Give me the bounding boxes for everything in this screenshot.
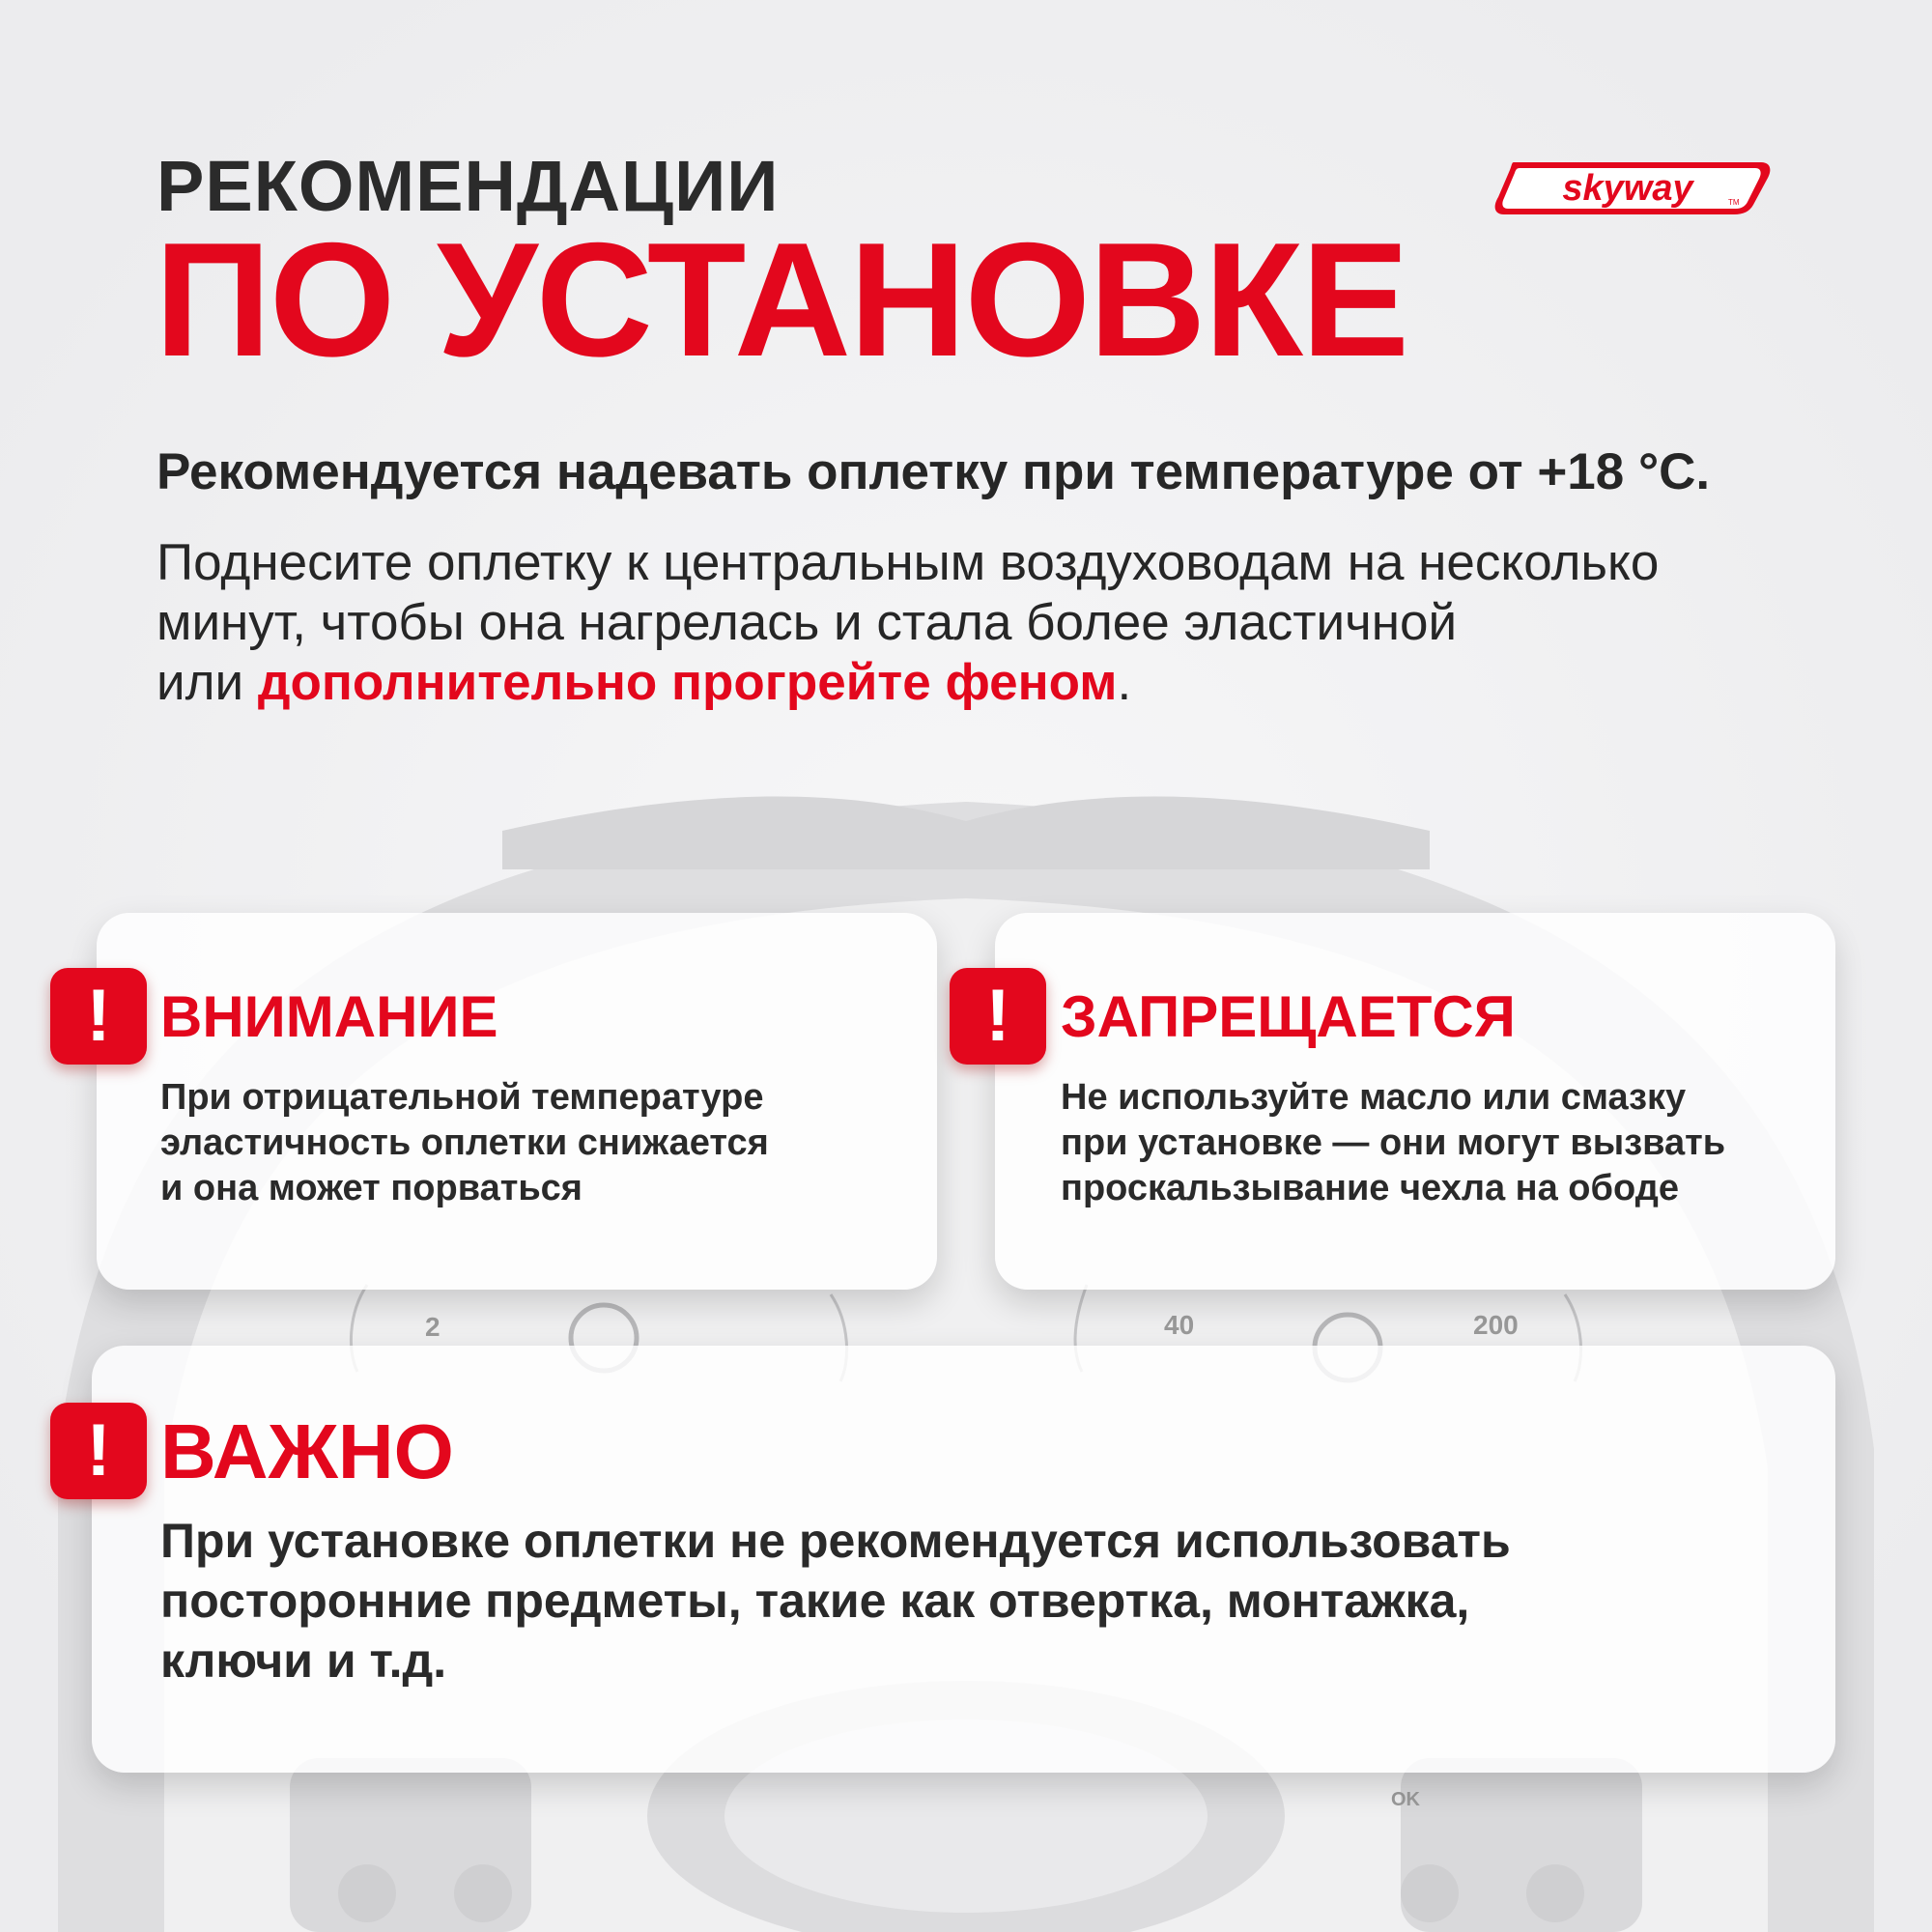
exclamation-icon: !	[50, 1403, 147, 1499]
warming-instructions	[156, 533, 1818, 713]
ok-button-label: OK	[1391, 1789, 1420, 1810]
card-line: Не используйте масло или смазку	[1061, 1077, 1687, 1118]
instruction-highlight: дополнительно прогрейте феном	[257, 654, 1118, 711]
instruction-suffix: .	[1117, 654, 1132, 711]
attention-title: ВНИМАНИЕ	[160, 984, 498, 1049]
logo-trademark: TM	[1728, 198, 1740, 207]
card-line: При отрицательной температуре	[160, 1077, 764, 1118]
card-line: при установке — они могут вызвать	[1061, 1122, 1726, 1163]
exclamation-icon: !	[50, 968, 147, 1065]
page-title: ПО УСТАНОВКЕ	[155, 209, 1408, 390]
instruction-line: Поднесите оплетку к центральным воздуховодам на несколько	[156, 534, 1660, 591]
gauge-label-200: 200	[1473, 1310, 1519, 1340]
card-line: проскальзывание чехла на ободе	[1061, 1168, 1679, 1208]
gauge-label-2: 2	[425, 1312, 440, 1342]
forbidden-title: ЗАПРЕЩАЕТСЯ	[1061, 984, 1516, 1049]
instruction-line	[156, 653, 1818, 713]
forbidden-text	[1061, 1075, 1725, 1211]
page-subtitle: РЕКОМЕНДАЦИИ	[156, 146, 780, 226]
card-line: При установке оплетки не рекомендуется использовать	[160, 1514, 1511, 1568]
card-line: ключи и т.д.	[160, 1634, 447, 1688]
temperature-recommendation: Рекомендуется надевать оплетку при температуре от +18 °С.	[156, 443, 1711, 500]
logo-text: skyway	[1562, 168, 1693, 209]
important-title: ВАЖНО	[160, 1408, 454, 1494]
attention-text	[160, 1075, 769, 1211]
instruction-prefix: или	[156, 654, 258, 711]
skyway-logo	[1492, 156, 1773, 218]
card-line: и она может порваться	[160, 1168, 582, 1208]
gauge-label-40: 40	[1164, 1310, 1195, 1340]
card-line: эластичность оплетки снижается	[160, 1122, 769, 1163]
exclamation-icon: !	[950, 968, 1046, 1065]
instruction-line: минут, чтобы она нагрелась и стала более эластичной	[156, 594, 1458, 651]
card-line: посторонние предметы, такие как отвертка, монтажка,	[160, 1574, 1470, 1628]
important-text	[160, 1511, 1511, 1690]
